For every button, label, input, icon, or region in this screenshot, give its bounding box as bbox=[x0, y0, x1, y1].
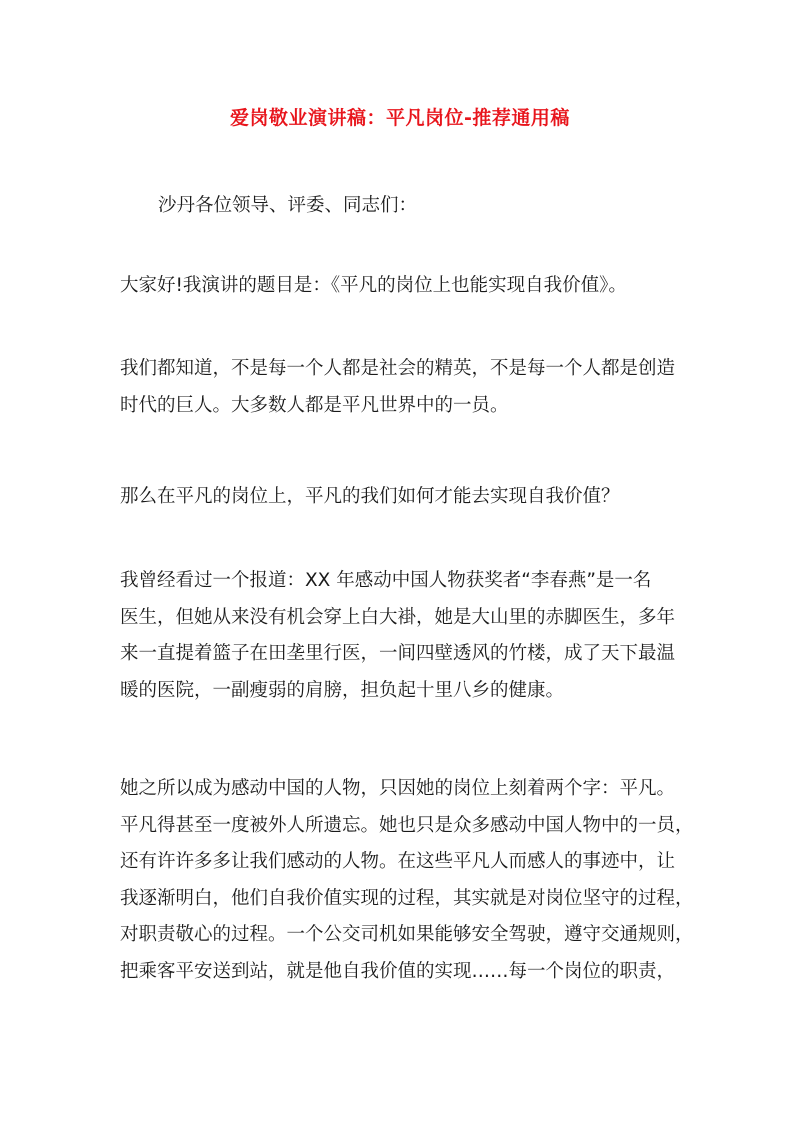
body-paragraph-2 bbox=[120, 479, 680, 516]
paragraph-line: 时代的巨人。大多数人都是平凡世界中的一员。 bbox=[120, 394, 509, 416]
salutation-paragraph bbox=[120, 188, 718, 225]
paragraph-line: 大家好!我演讲的题目是：《平凡的岗位上也能实现自我价值》。 bbox=[120, 275, 627, 296]
greeting-paragraph bbox=[120, 268, 680, 305]
paragraph-line: 她之所以成为感动中国的人物，只因她的岗位上刻着两个字：平凡。 bbox=[120, 778, 676, 799]
body-paragraph-4 bbox=[120, 771, 694, 990]
paragraph-line: 我曾经看过一个报道：XX 年感动中国人物获奖者“李春燕”是一名 bbox=[120, 570, 652, 591]
paragraph-line: 医生，但她从来没有机会穿上白大褂，她是大山里的赤脚医生，多年 bbox=[120, 606, 676, 628]
document-title: 爱岗敬业演讲稿：平凡岗位-推荐通用稿 bbox=[230, 107, 570, 129]
paragraph-line: 对职责敬心的过程。一个公交司机如果能够安全驾驶，遵守交通规则， bbox=[120, 924, 694, 945]
paragraph-line: 我们都知道，不是每一个人都是社会的精英，不是每一个人都是创造 bbox=[120, 358, 676, 379]
paragraph-line: 把乘客平安送到站，就是他自我价值的实现……每一个岗位的职责， bbox=[120, 960, 676, 982]
paragraph-line: 那么在平凡的岗位上，平凡的我们如何才能去实现自我价值？ bbox=[120, 486, 620, 507]
paragraph-line: 还有许许多多让我们感动的人物。在这些平凡人而感人的事迹中，让 bbox=[120, 851, 676, 872]
paragraph-line: 来一直提着篮子在田垄里行医，一间四壁透风的竹楼，成了天下最温 bbox=[120, 643, 676, 664]
body-paragraph-3 bbox=[120, 563, 680, 709]
paragraph-line: 沙丹各位领导、评委、同志们： bbox=[158, 195, 418, 216]
paragraph-line: 平凡得甚至一度被外人所遗忘。她也只是众多感动中国人物中的一员， bbox=[120, 814, 694, 836]
paragraph-line: 暖的医院，一副瘦弱的肩膀，担负起十里八乡的健康。 bbox=[120, 679, 565, 701]
paragraph-line: 我逐渐明白，他们自我价值实现的过程，其实就是对岗位坚守的过程， bbox=[120, 887, 694, 909]
body-paragraph-1 bbox=[120, 351, 680, 424]
